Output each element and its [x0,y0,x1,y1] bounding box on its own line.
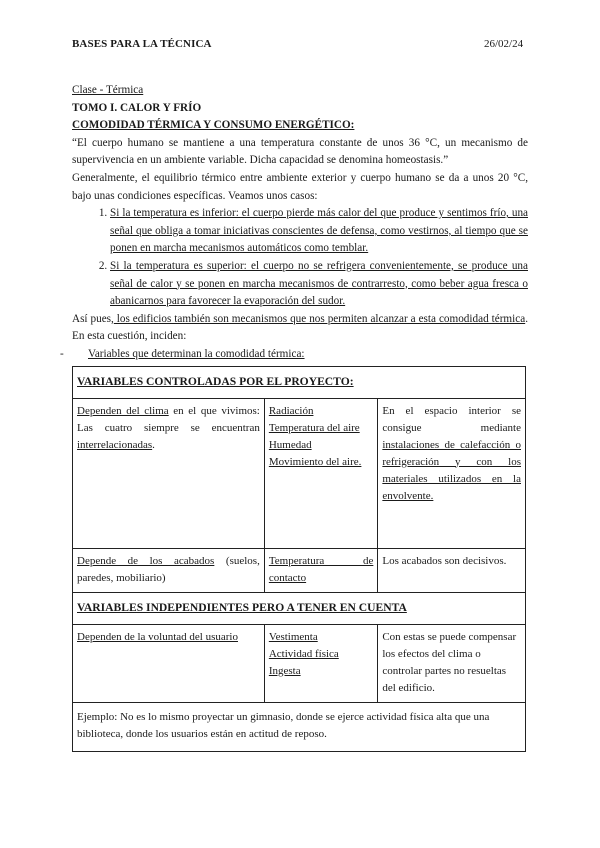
finishes-cell: Depende de los acabados (suelos, paredes, mobiliario) [73,548,265,592]
interior-cell: En el espacio interior se consigue mediante instalaciones de calefacción o refrigeración y con los materiales utilizados en la envolvente. [378,398,526,548]
user-will-cell: Dependen de la voluntad del usuario [73,624,265,702]
case-item: 2. Si la temperatura es superior: el cuerpo no se refrigera convenientemente, se produce una señal de calor y se ponen en marcha mecanismos de contrarresto, como beber agua fresca o abanicarnos para favorecer la evaporación del sudor. [110,258,528,311]
controlled-variables-heading: VARIABLES CONTROLADAS POR EL PROYECTO: [73,366,526,398]
document-header-date: 26/02/24 [484,38,524,50]
variable-item: Radiación [268,404,314,417]
independent-variables-heading: VARIABLES INDEPENDIENTES PERO A TENER EN CUENTA [73,592,526,624]
page-body [60,82,528,752]
cases-list [72,205,528,311]
conclusion-text: Así pues, los edificios también son mecanismos que nos permiten alcanzar a esta comodidad térmica. En esta cuestión, inciden: [72,312,528,343]
climate-variables-cell [264,398,378,548]
climate-cell: Dependen del clima en el que vivimos: Las cuatro siempre se encuentran interrelacionadas. [73,398,265,548]
document-header-title: BASES PARA LA TÉCNICA [72,38,212,50]
dash-bullet: - [60,347,64,360]
intro-quote: “El cuerpo humano se mantiene a una temperatura constante de unos 36 °C, un mecanismo de supervivencia en un ambiente variable. Dicha capacidad se denomina homeostasis.” [72,136,528,167]
variables-table [72,366,526,752]
equilibrium-text: Generalmente, el equilibrio térmico entre ambiente exterior y cuerpo humano se da a unos 20 °C, bajo unas condiciones específicas. Veamos unos casos: [72,171,528,202]
contact-temperature-cell: Temperatura de contacto [264,548,378,592]
finishes-note-cell: Los acabados son decisivos. [378,548,526,592]
variable-item: Vestimenta [268,630,318,643]
user-variables-cell [264,624,378,702]
variable-item: Humedad [268,438,312,451]
variable-item: Movimiento del aire. [268,455,362,468]
variable-item: Actividad física [268,647,339,660]
variables-intro: - Variables que determinan la comodidad térmica: [72,346,528,364]
section-title: COMODIDAD TÉRMICA Y CONSUMO ENERGÉTICO: [72,119,355,132]
case-item: 1. Si la temperatura es inferior: el cuerpo pierde más calor del que produce y sentimos frío, una señal que obliga a tomar iniciativas conscientes de defensa, como vestirnos, al tiempo que se ponen en marcha mecanismos automáticos como temblar. [110,205,528,258]
class-label: Clase - Térmica [72,84,144,96]
compensation-cell: Con estas se puede compensar los efectos del clima o controlar partes no resueltas del edificio. [378,624,526,702]
tomo-heading: TOMO I. CALOR Y FRÍO [72,101,202,114]
variable-item: Ingesta [268,664,301,677]
example-cell: Ejemplo: No es lo mismo proyectar un gimnasio, donde se ejerce actividad física alta que una biblioteca, donde los usuarios están en actitud de reposo. [73,702,526,751]
variable-item: Temperatura del aire [268,421,360,434]
